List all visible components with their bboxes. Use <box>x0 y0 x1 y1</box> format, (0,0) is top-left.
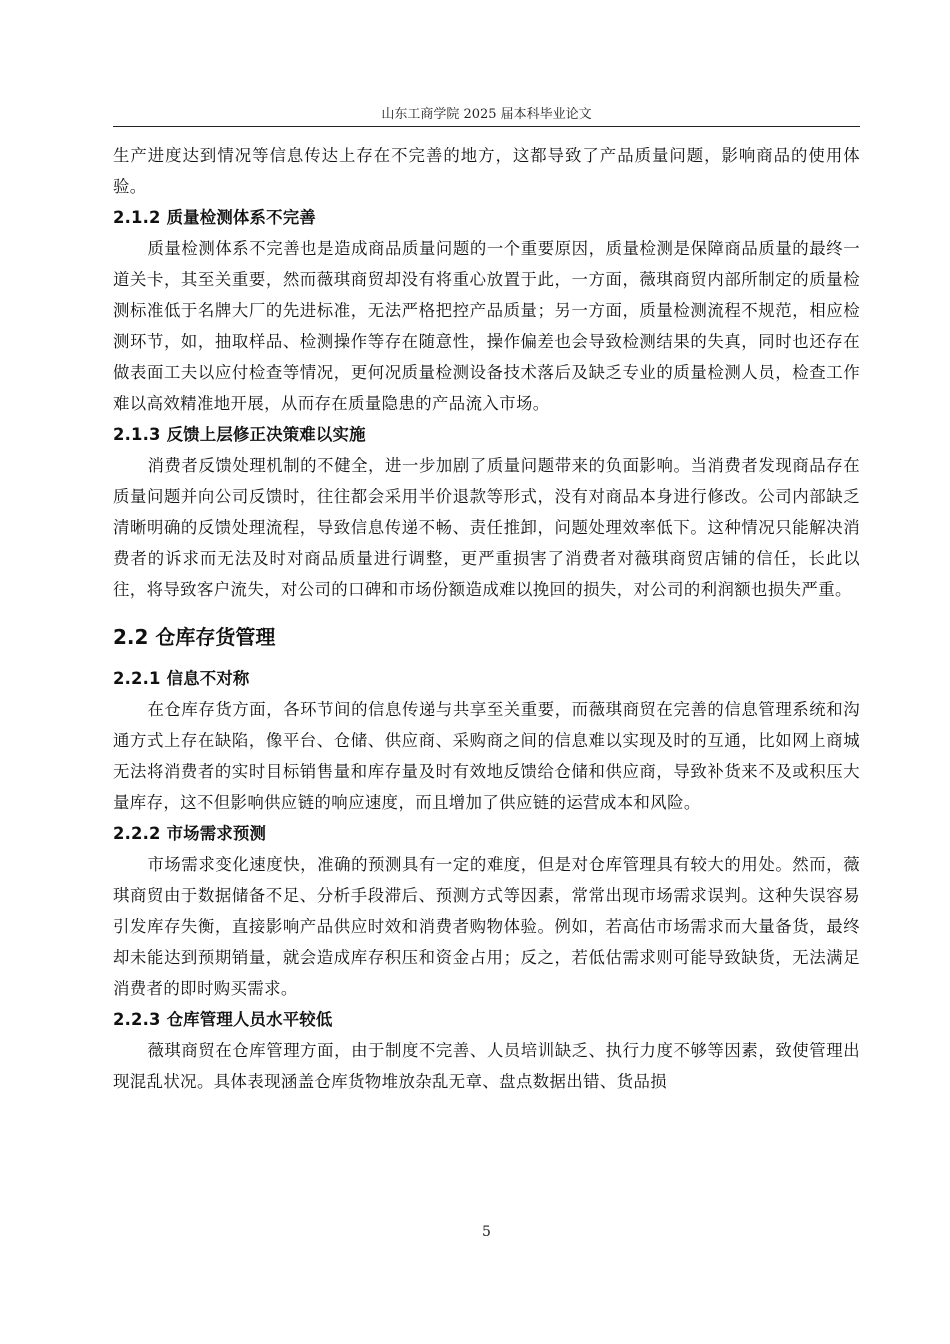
heading-2-1-3: 2.1.3 反馈上层修正决策难以实施 <box>113 425 366 444</box>
heading-2-2-3: 2.2.3 仓库管理人员水平较低 <box>113 1010 333 1029</box>
document-body <box>113 140 860 1097</box>
paragraph-demand-forecast: 市场需求变化速度快，准确的预测具有一定的难度，但是对仓库管理具有较大的用处。然而，薇琪商贸由于数据储备不足、分析手段滞后、预测方式等因素，常常出现市场需求误判。这种失误容易引发库存失衡，直接影响产品供应时效和消费者购物体验。例如，若高估市场需求而大量备货，最终却未能达到预期销量，就会造成库存积压和资金占用；反之，若低估需求则可能导致缺货，无法满足消费者的即时购买需求。 <box>113 855 860 998</box>
paragraph-warehouse-staff: 薇琪商贸在仓库管理方面，由于制度不完善、人员培训缺乏、执行力度不够等因素，致使管理出现混乱状况。具体表现涵盖仓库货物堆放杂乱无章、盘点数据出错、货品损 <box>113 1041 860 1091</box>
page-header: 山东工商学院 2025 届本科毕业论文 <box>381 107 592 122</box>
paragraph-information-asymmetry: 在仓库存货方面，各环节间的信息传递与共享至关重要，而薇琪商贸在完善的信息管理系统和沟通方式上存在缺陷，像平台、仓储、供应商、采购商之间的信息难以实现及时的互通，比如网上商城无法将消费者的实时目标销售量和库存量及时有效地反馈给仓储和供应商，导致补货来不及或积压大量库存，这不但影响供应链的响应速度，而且增加了供应链的运营成本和风险。 <box>113 700 860 812</box>
heading-2-2: 2.2 仓库存货管理 <box>113 625 276 649</box>
heading-2-2-1: 2.2.1 信息不对称 <box>113 669 250 688</box>
heading-2-1-2: 2.1.2 质量检测体系不完善 <box>113 208 316 227</box>
paragraph-feedback: 消费者反馈处理机制的不健全，进一步加剧了质量问题带来的负面影响。当消费者发现商品存在质量问题并向公司反馈时，往往都会采用半价退款等形式，没有对商品本身进行修改。公司内部缺乏清晰明确的反馈处理流程，导致信息传递不畅、责任推卸，问题处理效率低下。这种情况只能解决消费者的诉求而无法及时对商品质量进行调整，更严重损害了消费者对薇琪商贸店铺的信任，长此以往，将导致客户流失，对公司的口碑和市场份额造成难以挽回的损失，对公司的利润额也损失严重。 <box>113 456 860 599</box>
paragraph-quality-inspection: 质量检测体系不完善也是造成商品质量问题的一个重要原因，质量检测是保障商品质量的最终一道关卡，其至关重要，然而薇琪商贸却没有将重心放置于此，一方面，薇琪商贸内部所制定的质量检测标准低于名牌大厂的先进标准，无法严格把控产品质量；另一方面，质量检测流程不规范，相应检测环节，如，抽取样品、检测操作等存在随意性，操作偏差也会导致检测结果的失真，同时也还存在做表面工夫以应付检查等情况，更何况质量检测设备技术落后及缺乏专业的质量检测人员，检查工作难以高效精准地开展，从而存在质量隐患的产品流入市场。 <box>113 239 860 413</box>
page-number: 5 <box>482 1224 491 1240</box>
header-rule <box>113 126 860 127</box>
heading-2-2-2: 2.2.2 市场需求预测 <box>113 824 267 843</box>
paragraph-continued: 生产进度达到情况等信息传达上存在不完善的地方，这都导致了产品质量问题，影响商品的使用体验。 <box>113 146 860 196</box>
